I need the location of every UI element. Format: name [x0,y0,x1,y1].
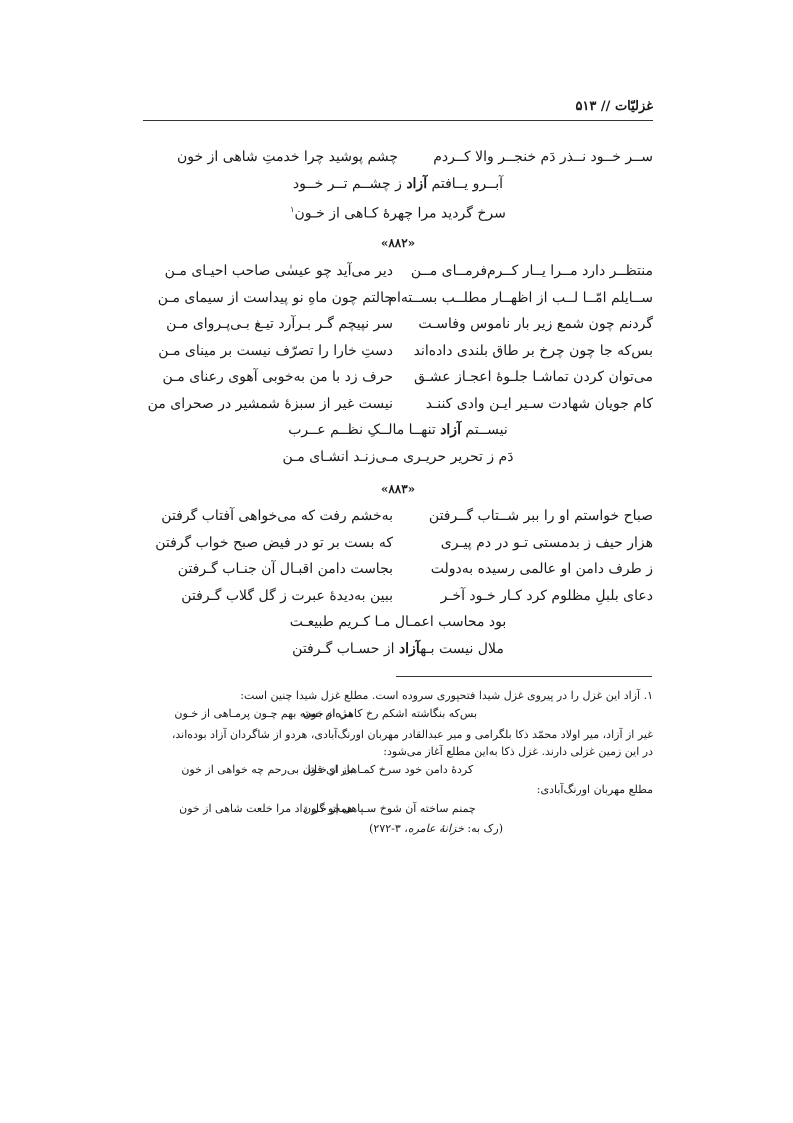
hemistich-first: بس‌که بنگاشته اشکم رخ کاهی از خون [303,707,478,720]
hemistich-first: کام جویان شهادت سـیر ایـن وادی کننـد [425,396,653,412]
couplet [143,364,653,390]
couplet [143,338,653,364]
hemistich-second: ببین به‌دیدۀ عبرت ز گل گلاب گـرفتن [181,588,393,604]
closing-line: بود محاسب اعمـال مـا کـریم طبیعـت [289,614,507,630]
closing-line: آبــرو یــافتم آزاد ز چشــم تــر خــود [292,176,504,192]
footnote-text: در این زمین غزلی دارند. غزل ذکا به‌این مطلع آغاز می‌شود: [383,745,653,758]
hemistich-second: بجاست دامن اقبـال آن جنـاب گـرفتن [177,561,393,577]
poet-name: آزاد [398,641,421,657]
hemistich-first: دعای بلبلِ مظلوم کرد کـار خـود آخـر [440,588,653,604]
hemistich-second: که بست بر تو در فیض صبح خواب گرفتن [155,535,393,551]
hemistich-second: به‌خشم رفت که می‌خواهی آفتاب گرفتن [161,508,393,524]
closing-line: نیســتم آزاد تنهــا مالــکِ نظــم عــرب [288,422,508,438]
couplet [143,391,653,417]
hemistich-first: چمنم ساخته آن شوخ سـپاهی از خـون [303,802,476,815]
hemistich-first: بس‌که جا چون چرخ بر طاق بلندی داده‌اند [413,343,653,359]
couplet [143,311,653,337]
footnote-text: مطلع مهربان اورنگ‌آبادی: [536,783,653,796]
ghazal-number: «۸۸۳» [380,482,416,496]
closing-line: ملال نیست بـهآزاد از حسـاب گـرفتن [292,641,504,657]
poet-name: آزاد [406,176,428,192]
hemistich-first: ز طرف دامن او عالمی رسیده به‌دولت [430,561,653,577]
hemistich-first: ســر خــود نــذر دَم خنجــر والا کــردم [433,149,653,165]
running-header: غزلیّات // ۵۱۳ [143,94,653,121]
hemistich-first: صباح خواستم او را ببر شــتاب گــرفتن [428,508,653,524]
footnote-divider [396,676,652,677]
footnote-text: ۱. آزاد این غزل را در پیروی غزل شیدا فتحپوری سروده است. مطلع غزل شیدا چنین است: [240,689,653,702]
footnote-reference: (رک به: خزانۀ عامره، ۳-۲۷۲) [369,822,503,835]
hemistich-first: می‌توان کردن تماشـا جلـوۀ اعجـاز عشـق [414,369,653,385]
couplet [143,144,653,170]
hemistich-second: سر نپیچم گـر بـرآرد تیـغ بـی‌پـروای مـن [166,316,393,332]
hemistich-second: نیست غیر از سبزۀ شمشیر در صحرای من [147,396,393,412]
couplet [143,556,653,582]
couplet [143,530,653,556]
footnote-marker[interactable]: ۱ [290,205,295,214]
hemistich-second: همچو گل داد مرا خلعت شاهی از خون [179,802,353,815]
hemistich-second: مژه‌ام بسته بهم چـون پرمـاهی از خـون [174,707,353,720]
hemistich-second: حرف زد با من به‌خوبی آهوی رعنای مـن [162,369,393,385]
couplet [143,285,653,311]
hemistich-first: هزار حیف ز بدمستی تـو در دم پیـری [440,535,653,551]
closing-line: سرخ گردید مرا چهرۀ کـاهی از خـون$^۱$ [290,205,506,222]
hemistich-first: کردۀ دامن خود سرخ کمـاهی از خـون [303,763,474,776]
footnote-text: غیر از آزاد، میر اولاد محمّد ذکا بلگرامی و میر عبدالقادر مهربان اورنگ‌آبادی، هردو از شاگردان آزاد بوده‌اند، [171,728,653,741]
hemistich-second: باز ای قاتل بی‌رحم چه خواهی از خون [181,763,353,776]
couplet [143,258,653,284]
ghazal-number: «۸۸۲» [380,236,416,250]
couplet [143,583,653,609]
poet-name: آزاد [440,422,461,438]
hemistich-second: دیر می‌آید چو عیسٰی صاحب احیـای مـن [164,263,393,279]
hemistich-first: گردنم چون شمع زیر بار ناموس وفاسـت [418,316,653,332]
hemistich-second: دستِ خارا را تصرّف نیست بر مینای مـن [158,343,393,359]
hemistich-first: ســایلم امّــا لــب از اظهــار مطلــب بســته‌ام [388,290,653,306]
closing-line: دَم ز تحریر حریـری مـی‌زنـد انشـای مـن [282,449,514,465]
hemistich-first: منتظــر دارد مــرا یــار کــرم‌فرمــای مــن [410,263,653,279]
hemistich-second: حالتم چون ماهِ نو پیداست از سیمای مـن [157,290,393,306]
hemistich-second: چشم پوشید چرا خدمتِ شاهی از خون [177,149,398,165]
source-title: خزانۀ عامره [407,822,464,835]
couplet [143,503,653,529]
